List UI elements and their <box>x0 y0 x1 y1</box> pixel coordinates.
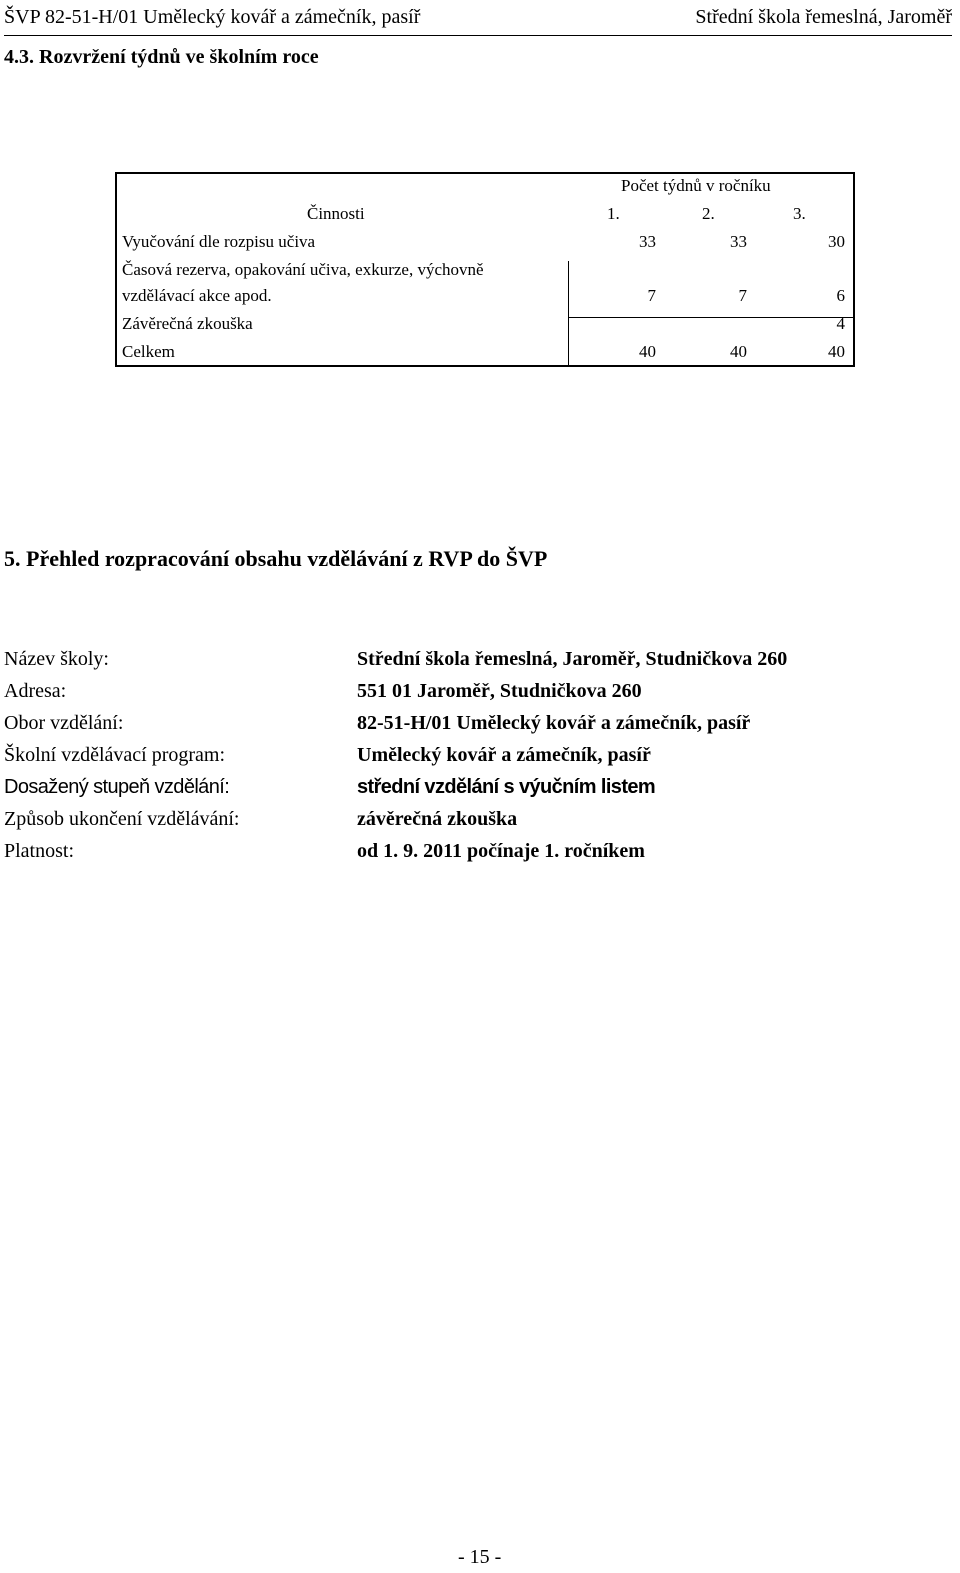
table-row-activity: Závěrečná zkouška <box>122 314 253 333</box>
table-cell: 6 <box>836 286 845 305</box>
info-label: Adresa: <box>4 680 67 702</box>
table-activity-header: Činnosti <box>307 204 365 223</box>
info-label: Školní vzdělávací program: <box>4 744 226 766</box>
table-cell: 33 <box>639 232 656 251</box>
table-cell: 7 <box>647 286 656 305</box>
table-row-activity-line1: Časová rezerva, opakování učiva, exkurze, výchovně <box>122 260 484 279</box>
table-row-activity-line2: vzdělávací akce apod. <box>122 286 272 305</box>
section-5-heading: 5. Přehled rozpracování obsahu vzdělávání z RVP do ŠVP <box>4 546 548 571</box>
table-cell: 40 <box>828 342 845 361</box>
table-gridline <box>568 317 853 318</box>
table-row-activity: Vyučování dle rozpisu učiva <box>122 232 316 251</box>
info-value: Střední škola řemeslná, Jaroměř, Studničkova 260 <box>357 648 788 670</box>
info-value: závěrečná zkouška <box>357 808 518 830</box>
table-group-header: Počet týdnů v ročníku <box>621 176 771 195</box>
header-school-name: Střední škola řemeslná, Jaroměř <box>695 6 952 28</box>
info-label: Název školy: <box>4 648 109 670</box>
info-value: 551 01 Jaroměř, Studničkova 260 <box>357 680 642 702</box>
info-value: Umělecký kovář a zámečník, pasíř <box>357 744 651 766</box>
table-cell: 40 <box>730 342 747 361</box>
page-number: - 15 - <box>458 1546 502 1568</box>
info-value: střední vzdělání s výučním listem <box>357 776 656 798</box>
header-document-title: ŠVP 82-51-H/01 Umělecký kovář a zámečník, pasíř <box>4 6 421 28</box>
info-value: 82-51-H/01 Umělecký kovář a zámečník, pasíř <box>357 712 751 734</box>
table-cell: 7 <box>738 286 747 305</box>
info-label: Platnost: <box>4 840 75 862</box>
info-value: od 1. 9. 2011 počínaje 1. ročníkem <box>357 840 645 862</box>
section-4-3-heading: 4.3. Rozvržení týdnů ve školním roce <box>4 46 319 68</box>
table-grade-header-3: 3. <box>793 204 806 223</box>
header-rule <box>4 35 952 36</box>
table-grade-header-1: 1. <box>607 204 620 223</box>
table-grade-header-2: 2. <box>702 204 715 223</box>
weeks-table <box>115 172 855 367</box>
info-label: Způsob ukončení vzdělávání: <box>4 808 240 830</box>
table-row-activity: Celkem <box>122 342 175 361</box>
info-label: Obor vzdělání: <box>4 712 124 734</box>
info-label: Dosažený stupeň vzdělání: <box>4 776 230 798</box>
table-cell: 4 <box>836 314 845 333</box>
table-cell: 33 <box>730 232 747 251</box>
table-cell: 40 <box>639 342 656 361</box>
table-gridline <box>568 261 569 365</box>
table-cell: 30 <box>828 232 845 251</box>
